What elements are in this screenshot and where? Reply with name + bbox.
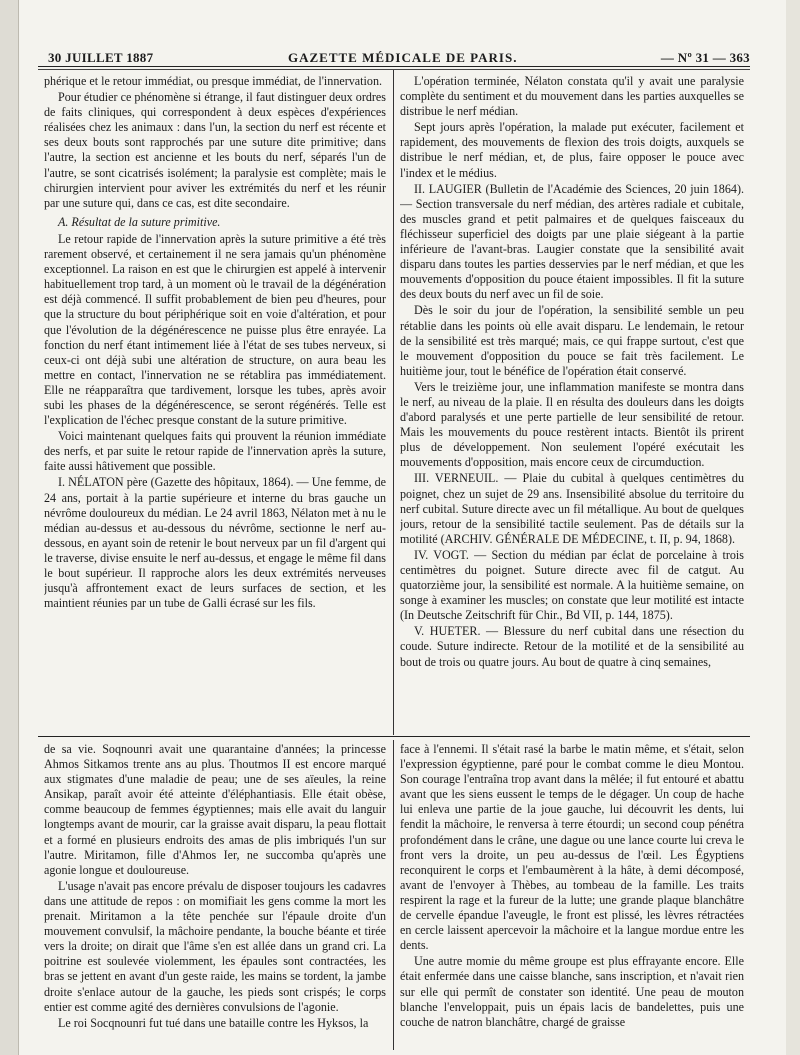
- paragraph: II. LAUGIER (Bulletin de l'Académie des Sciences, 20 juin 1864). — Section transversale du nerf médian, des artères radiale et cubitale, des muscles grand et petit palmaires et de quelques faisceaux du fléchisseur superficiel des doigts par une plaie siégeant à la partie inférieure de l'avant-bras. Laugier constate que la sensibilité avait disparu dans toutes les parties desservies par le nerf médian, et que les mouvements d'opposition du pouce étaient impossibles. Il fit la suture des deux bouts du nerf avec un fil de soie.: [400, 181, 744, 302]
- page-right-edge: [786, 0, 800, 1055]
- masthead-date: 30 JUILLET 1887: [48, 50, 154, 65]
- paragraph: Vers le treizième jour, une inflammation manifeste se montra dans le nerf, au niveau de la plaie. Il en résulta des douleurs dans les doigts d'abord paralysés et une perte partielle de leur sensibilité de retour. Mais les mouvements du pouce restèrent intacts. Bientôt ils prirent plus de développement. Non seulement l'opéré exécutait les mouvements d'opposition, mais encore ceux de circumduction.: [400, 379, 744, 470]
- masthead-issue-page: — Nº 31 — 363: [660, 50, 750, 65]
- paragraph: Le roi Socqnounri fut tué dans une bataille contre les Hyksos, la: [58, 1015, 369, 1030]
- paragraph: III. VERNEUIL. — Plaie du cubital à quelques centimètres du poignet, chez un sujet de 29 ans. Insensibilité absolue du territoire du nerf cubital. Suture directe avec un fil métallique. Au bout de quelques jours, retour de la sensibilité tactile seulement. Pas de détails sur la motilité (ARCHIV. GÉNÉRALE DE MÉDECINE, t. II, p. 94, 1868).: [400, 471, 744, 546]
- paragraph: Pour étudier ce phénomène si étrange, il faut distinguer deux ordres de faits cliniques, qui correspondent à deux espèces d'expériences réalisées chez les animaux : dans l'un, la section du nerf est récente et ses deux bouts sont rapprochés par une suture dite primitive; dans l'autre, la section est ancienne et les bouts du nerf, séparés l'un de l'autre, se sont cicatrisés isolément; la paralysie est complète; mais le chirurgien intervient pour aviver les extrémités du nerf et les réunir par une suture qui, dans ce cas, est dite secondaire.: [44, 90, 386, 210]
- paragraph: Une autre momie du même groupe est plus effrayante encore. Elle était enfermée dans une caisse blanche, sans inscription, et n'avait rien sur elle qui permît de constater son identité. Une peau de mouton blanche l'enveloppait, puis un épais lacis de bandelettes, puis une couche de natron blanchâtre, chargé de graisse: [400, 954, 744, 1029]
- section-heading: A. Résultat de la suture primitive.: [58, 214, 221, 229]
- column-top-left: [44, 74, 386, 736]
- page-binding-edge: [0, 0, 19, 1055]
- column-divider-top: [393, 70, 394, 735]
- paragraph: IV. VOGT. — Section du médian par éclat de porcelaine à trois centimètres du poignet. Suture directe avec fil de catgut. Au quatorzième jour, la sensibilité est normale. A la huitième semaine, on songe à examiner les muscles; on constate que leur motilité est intacte (In Deutsche Zeitschrift für Chir., Bd VII, p. 144, 1875).: [400, 547, 744, 623]
- paragraph: phérique et le retour immédiat, ou presque immédiat, de l'innervation.: [44, 74, 383, 88]
- paragraph: Voici maintenant quelques faits qui prouvent la réunion immédiate des nerfs, et par suite le retour rapide de l'innervation après la suture, faite aussi hâtivement que possible.: [44, 429, 386, 474]
- paragraph: L'usage n'avait pas encore prévalu de disposer toujours les cadavres dans une attitude de repos : on momifiait les gens comme la mort les prenait. Miritamon a la tête penchée sur l'épaule droite d'un mouvement convulsif, la mâchoire pendante, la bouche béante et tirée vers la droite; on dirait que l'âme s'en est allée dans un grand cri. La poitrine est soulevée violemment, les épaules sont contractées, les bras se jettent en avant d'un geste raide, les mains se tordent, la jambe droite s'enlace autour de la gauche, les pieds sont crispés; le corps entier est comme agité des dernières convulsions de l'agonie.: [44, 878, 386, 1014]
- column-divider-bottom: [393, 740, 394, 1050]
- paragraph: Dès le soir du jour de l'opération, la sensibilité semble un peu rétablie dans les points où elle avait disparu. Le lendemain, le retour de la sensibilité est très marqué; mais, ce qui frappe surtout, c'est que le mouvement d'opposition du pouce se fait très facilement. Le huitième jour, tout le bénéfice de l'opération était conservé.: [400, 303, 744, 378]
- paragraph: face à l'ennemi. Il s'était rasé la barbe le matin même, et s'était, selon l'expression égyptienne, paré pour le combat comme le dieu Montou. Son courage l'entraîna trop avant dans la mêlée; il fut entouré et abattu avant que les siens eussent le temps de le dégager. Un coup de hache lui enleva une partie de la joue gauche, lui découvrit les dents, lui fendit la mâchoire, le renversa à terre étourdi; un second coup pénétra profondément dans le crâne, une dague ou une lance courte lui creva le front vers la droite, un peu au-dessus de l'œil. Les Égyptiens reconquirent le corps et l'embaumèrent à la hâte, à demi décomposé, avant de l'envoyer à Thèbes, au tombeau de la famille. Les traits respirent la rage et la fureur de la lutte; une grande plaque blanchâtre de cervelle épandue l'aveugle, le front est plissé, les lèvres rétractées en cercle laissent apercevoir la mâchoire et la langue mordue entre les dents.: [400, 742, 744, 953]
- masthead: [38, 50, 750, 66]
- column-bottom-right: [400, 742, 744, 1052]
- paragraph: Le retour rapide de l'innervation après la suture primitive a été très rarement observé, et certainement il ne sera jamais qu'un phénomène exceptionnel. La raison en est que le chirurgien est appelé à intervenir habituellement trop tard, à un moment où le travail de la dégénération est déjà commencé. Il suffit probablement de bien peu d'heures, pour que la structure du bout périphérique soit en voie d'altération, et pour que l'évolution de la dégénérescence ne puisse plus être enrayée. La fonction du nerf étant intimement liée à l'état de ses tubes nerveux, si ceux-ci ont déjà subi une altération de structure, on aura beau les mettre en contact, l'innervation ne se rétablira pas immédiatement. Elle ne réapparaîtra que tardivement, lorsque les tubes, après avoir subi les phases de la dégénérescence, se seront régénérés. Telle est l'explication de l'échec presque constant de la suture primitive.: [44, 231, 386, 428]
- paragraph: Sept jours après l'opération, la malade put exécuter, facilement et rapidement, des mouvements de flexion des trois doigts, auxquels se distribue le nerf médian, et, de plus, faire opposer le pouce avec l'index et le médius.: [400, 120, 744, 180]
- masthead-rule: [38, 66, 750, 67]
- column-bottom-left: [44, 742, 386, 1052]
- column-top-right: [400, 74, 744, 736]
- section-divider: [38, 736, 750, 737]
- paragraph: V. HUETER. — Blessure du nerf cubital dans une résection du coude. Suture indirecte. Retour de la motilité et de la sensibilité au bout de trois ou quatre jours. Au bout de quatre à cinq semaines,: [400, 624, 744, 669]
- masthead-rule-thin: [38, 69, 750, 70]
- masthead-title: GAZETTE MÉDICALE DE PARIS.: [288, 50, 518, 65]
- paragraph: de sa vie. Soqnounri avait une quarantaine d'années; la princesse Ahmos Sitkamos trente ans au plus. Thoutmos II est encore marqué aux stigmates d'une maladie de peau; une de ses aïeules, la reine Ansikap, paraît avoir été atteinte d'éléphantiasis. Elle était obèse, comme beaucoup de femmes égyptiennes; mais elle avait du languir longtemps avant de mourir, car la graisse avait disparu, la peau flottait et a formé en plusieurs endroits des amas de plis imbriqués l'un sur l'autre. Miritamon, fille d'Ahmos Ier, ne succomba qu'après une agonie longue et douloureuse.: [44, 742, 386, 877]
- paragraph: I. NÉLATON père (Gazette des hôpitaux, 1864). — Une femme, de 24 ans, portait à la partie supérieure et interne du bras gauche un névrôme douloureux du médian. Le 24 avril 1863, Nélaton met à nu le médian au-dessus et au-dessous du névrôme, sectionne le nerf au-dessous, en ayant soin de retenir le bout nerveux par un fil d'argent qui le traverse, divise ensuite le nerf au-dessus, et engage le même fil dans le bout supérieur. Il rapproche alors les deux extrémités nerveuses jusqu'à affrontement exact de leurs surfaces de section, et les maintient réunies par un tube de Galli écrasé sur les fils.: [44, 475, 386, 611]
- paragraph: L'opération terminée, Nélaton constata qu'il y avait une paralysie complète du sentiment et du mouvement dans les parties auxquelles se distribue le nerf médian.: [400, 74, 744, 119]
